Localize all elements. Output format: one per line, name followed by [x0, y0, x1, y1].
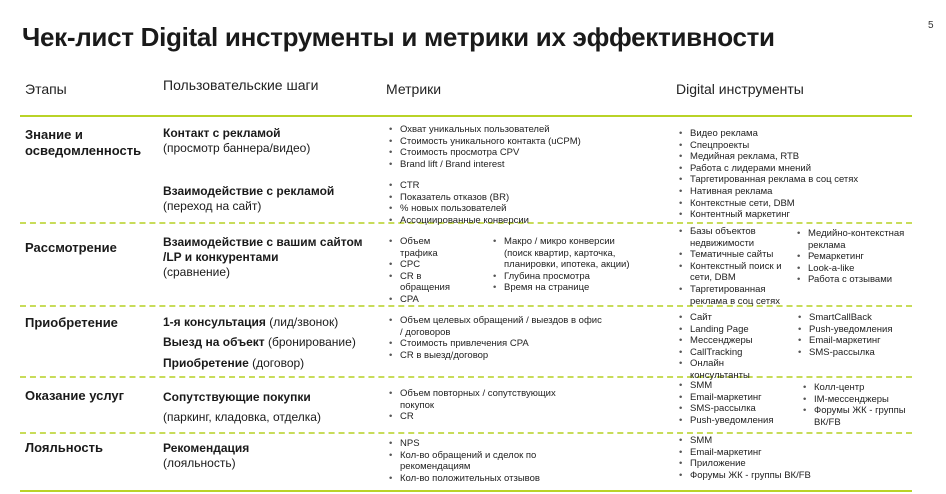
header-tools: Digital инструменты	[676, 81, 804, 97]
tools-list	[678, 226, 794, 307]
user-step	[163, 335, 356, 350]
tool-item: • Таргетированная реклама в соц сетях	[678, 284, 794, 307]
metric-item: • CPC	[388, 259, 468, 271]
metric-item: • CR	[388, 411, 588, 423]
tool-item: • Landing Page	[678, 324, 783, 336]
table-bottom-line	[20, 490, 912, 492]
tool-item: • Push-уведомления	[678, 415, 773, 427]
step-note: (договор)	[252, 356, 305, 370]
metric-item: • Стоимость уникального контакта (uCPM)	[388, 136, 581, 148]
user-step	[163, 126, 310, 156]
tool-item: • SmartCallBack	[797, 312, 892, 324]
header-steps: Пользовательские шаги	[163, 77, 319, 93]
tool-item: • Push-уведомления	[797, 324, 892, 336]
tool-item: • Look-a-like	[796, 263, 922, 275]
step-note: (бронирование)	[268, 335, 356, 349]
tool-item: • CallTracking	[678, 347, 783, 359]
user-step	[163, 184, 334, 214]
metric-item: • Объем целевых обращений / выездов в офис / договоров	[388, 315, 603, 338]
user-step	[163, 235, 363, 280]
tool-item: • Спецпроекты	[678, 140, 858, 152]
step-note: (просмотр баннера/видео)	[163, 141, 311, 155]
tool-item: • Email-маркетинг	[797, 335, 892, 347]
step-title: Приобретение	[163, 356, 249, 370]
tool-item: • SMS-рассылка	[797, 347, 892, 359]
step-title: Взаимодействие с вашим сайтом /LP и конкурентами	[163, 235, 363, 264]
metric-item: • Глубина просмотра	[492, 271, 642, 283]
metric-item: • Время на странице	[492, 282, 642, 294]
stage-label: Оказание услуг	[25, 388, 125, 403]
tool-item: • Медийно-контекстная реклама	[796, 228, 922, 251]
user-step	[163, 387, 321, 427]
user-step	[163, 315, 338, 330]
metric-item: • Стоимость привлечения CPA	[388, 338, 603, 350]
tool-item: • Ремаркетинг	[796, 251, 922, 263]
tool-item: • Контекстный поиск и сети, DBM	[678, 261, 794, 284]
step-title: Сопутствующие покупки	[163, 390, 311, 404]
tool-item: • SMM	[678, 435, 811, 447]
tool-item: • Базы объектов недвижимости	[678, 226, 794, 249]
row-divider	[20, 432, 912, 434]
metric-item: • CR в обращения	[388, 271, 468, 294]
tool-item: • Видео реклама	[678, 128, 858, 140]
tool-item: • Колл-центр	[802, 382, 912, 394]
user-step	[163, 356, 304, 371]
page-title: Чек-лист Digital инструменты и метрики их эффективности	[22, 22, 775, 52]
tools-list	[802, 382, 912, 428]
stage-label: Лояльность	[25, 440, 103, 455]
metric-item: • Brand lift / Brand interest	[388, 159, 581, 171]
user-step	[163, 441, 249, 471]
stage-label: Рассмотрение	[25, 240, 117, 255]
metric-item: • NPS	[388, 438, 563, 450]
tool-item: • Сайт	[678, 312, 783, 324]
metric-item: • Ассоциированные конверсии	[388, 215, 529, 227]
header-stages: Этапы	[25, 81, 67, 97]
tools-list	[678, 380, 773, 426]
step-title: Взаимодействие с рекламой	[163, 184, 335, 198]
metrics-list	[388, 124, 581, 170]
stage-label: Приобретение	[25, 315, 118, 330]
tool-item: • Работа с отзывами	[796, 274, 922, 286]
tool-item: • Email-маркетинг	[678, 392, 773, 404]
metric-item: • Показатель отказов (BR)	[388, 192, 529, 204]
tool-item: • Форумы ЖК - группы ВК/FB	[802, 405, 912, 428]
tool-item: • Тематичные сайты	[678, 249, 794, 261]
step-note: (лояльность)	[163, 456, 236, 470]
metric-item: • CPA	[388, 294, 468, 306]
metric-item: • Кол-во обращений и сделок по рекомендациям	[388, 450, 563, 473]
metrics-list	[388, 315, 603, 361]
tool-item: • SMS-рассылка	[678, 403, 773, 415]
metrics-list	[388, 388, 588, 423]
tool-item: • Приложение	[678, 458, 811, 470]
tool-item: • Онлайн консультанты	[678, 358, 783, 381]
tool-item: • Медийная реклама, RTB	[678, 151, 858, 163]
tool-item: • Мессенджеры	[678, 335, 783, 347]
header-metrics: Метрики	[386, 81, 442, 97]
header-divider	[20, 115, 912, 117]
metrics-list	[388, 236, 468, 306]
tools-list	[796, 228, 922, 286]
tools-list	[678, 128, 858, 221]
step-note: (сравнение)	[163, 265, 231, 279]
metrics-list	[388, 180, 529, 226]
step-title: Выезд на объект	[163, 335, 265, 349]
tools-list	[678, 312, 783, 382]
step-title: 1-я консультация	[163, 315, 266, 329]
metric-item: • Стоимость просмотра CPV	[388, 147, 581, 159]
metric-item: • Макро / микро конверсии (поиск квартир, карточка, планировки, ипотека, акции)	[492, 236, 642, 271]
tools-list	[797, 312, 892, 358]
page-number: 5	[928, 20, 934, 31]
step-note: (лид/звонок)	[269, 315, 339, 329]
step-title: Контакт с рекламой	[163, 126, 281, 140]
metric-item: • % новых пользователей	[388, 203, 529, 215]
metrics-list	[388, 438, 563, 484]
metric-item: • Объем трафика	[388, 236, 468, 259]
metric-item: • Охват уникальных пользователей	[388, 124, 581, 136]
step-title: Рекомендация	[163, 441, 250, 455]
metric-item: • Объем повторных / сопутствующих покупок	[388, 388, 588, 411]
tool-item: • Работа с лидерами мнений	[678, 163, 858, 175]
metric-item: • Кол-во положительных отзывов	[388, 473, 563, 485]
step-note: (переход на сайт)	[163, 199, 262, 213]
tool-item: • SMM	[678, 380, 773, 392]
tool-item: • IM-мессенджеры	[802, 394, 912, 406]
tool-item: • Email-маркетинг	[678, 447, 811, 459]
metrics-list	[492, 236, 642, 294]
tool-item: • Контекстные сети, DBM	[678, 198, 858, 210]
stage-label: Знание и осведомленность	[25, 127, 142, 158]
tool-item: • Нативная реклама	[678, 186, 858, 198]
step-note: (паркинг, кладовка, отделка)	[163, 410, 321, 424]
tools-list	[678, 435, 811, 481]
tool-item: • Форумы ЖК - группы ВК/FB	[678, 470, 811, 482]
metric-item: • CTR	[388, 180, 529, 192]
tool-item: • Таргетированная реклама в соц сетях	[678, 174, 858, 186]
metric-item: • CR в выезд/договор	[388, 350, 603, 362]
tool-item: • Контентный маркетинг	[678, 209, 858, 221]
